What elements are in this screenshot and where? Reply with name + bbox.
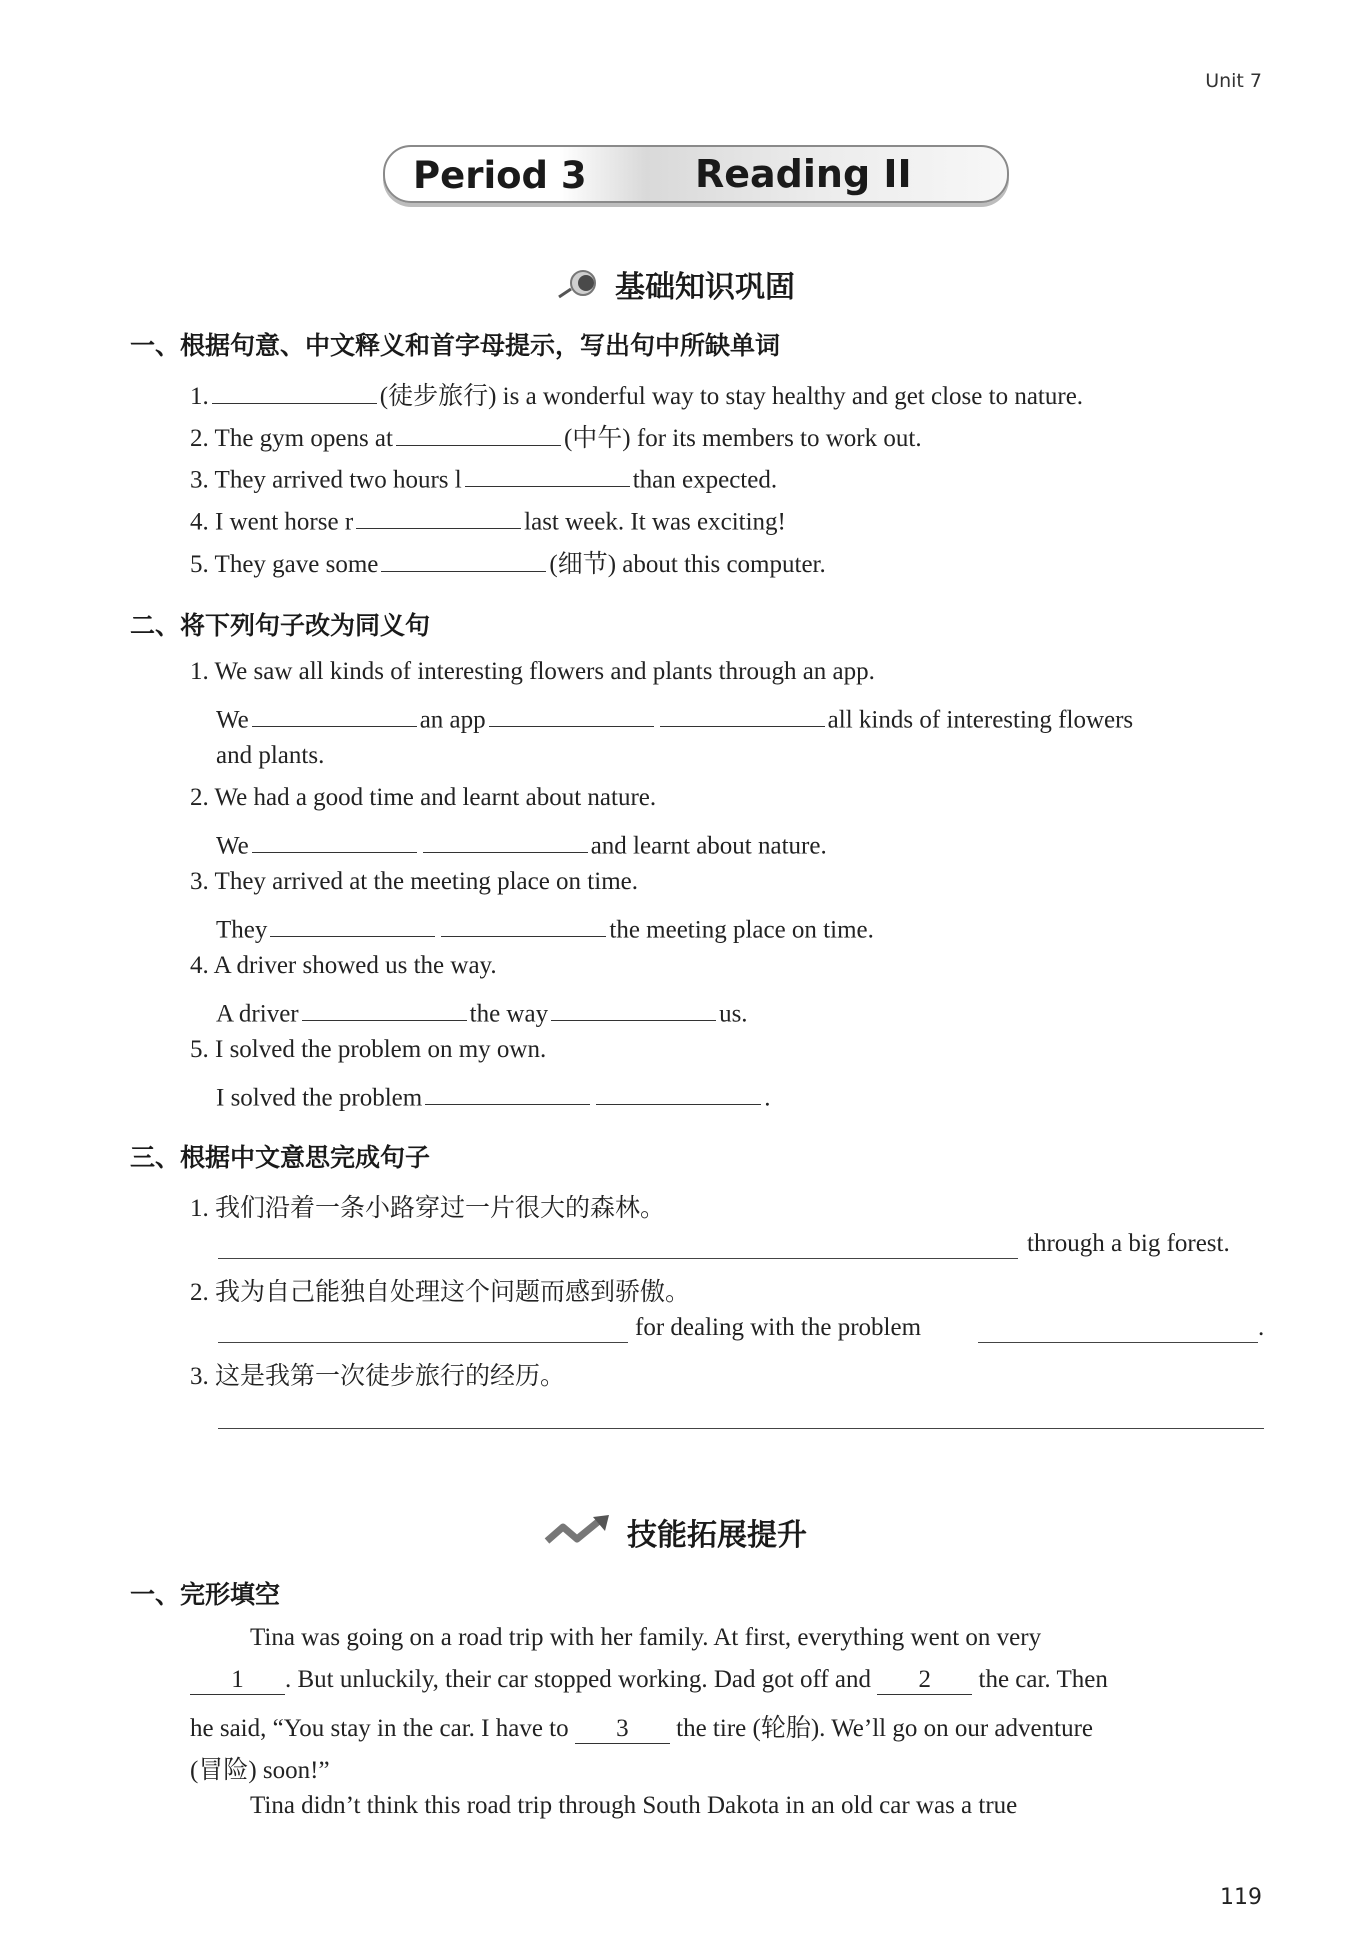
part2-q3-rewrite: They the meeting place on time.	[216, 910, 874, 944]
part2-q5-rewrite: I solved the problem .	[216, 1078, 770, 1112]
answer-line[interactable]	[218, 1258, 1018, 1259]
answer-blank[interactable]	[252, 700, 417, 727]
part2-q4-original: 4. A driver showed us the way.	[190, 952, 497, 979]
part3-q1-chinese: 1. 我们沿着一条小路穿过一片很大的森林。	[190, 1195, 666, 1222]
part3-title: 三、根据中文意思完成句子	[130, 1143, 431, 1172]
part3-q2-chinese: 2. 我为自己能独自处理这个问题而感到骄傲。	[190, 1279, 691, 1306]
cloze-line-5: Tina didn’t think this road trip through South Dakota in an old car was a true	[250, 1792, 1018, 1819]
answer-line[interactable]	[218, 1428, 1264, 1429]
part1-item-1: 1. (徒步旅行) is a wonderful way to stay healthy and get close to nature.	[190, 376, 1083, 412]
part2-q2-original: 2. We had a good time and learnt about nature.	[190, 784, 657, 811]
cloze-blank-3[interactable]: 3	[575, 1715, 670, 1744]
part3-q3-chinese: 3. 这是我第一次徒步旅行的经历。	[190, 1363, 566, 1390]
page-number: 119	[1220, 1885, 1262, 1910]
answer-blank[interactable]	[441, 910, 606, 937]
answer-blank[interactable]	[660, 700, 825, 727]
cloze-title: 一、完形填空	[130, 1580, 281, 1609]
answer-blank[interactable]	[465, 460, 630, 487]
cloze-line-4: (冒险) soon!”	[190, 1757, 330, 1784]
period-banner	[383, 145, 1009, 203]
period-title: Period 3	[413, 154, 587, 197]
answer-blank[interactable]	[596, 1078, 761, 1105]
cloze-blank-2[interactable]: 2	[877, 1666, 972, 1695]
answer-blank[interactable]	[270, 910, 435, 937]
cloze-line-2: 1 . But unluckily, their car stopped working. Dad got off and 2 the car. Then	[190, 1666, 1108, 1695]
section-skill-heading	[0, 1510, 1350, 1554]
section-skill-title: 技能拓展提升	[627, 1518, 807, 1553]
part2-q1-original: 1. We saw all kinds of interesting flowers and plants through an app.	[190, 658, 875, 685]
part2-q1-continued: and plants.	[216, 742, 325, 769]
magnifier-icon	[555, 267, 601, 301]
cloze-line-1: Tina was going on a road trip with her family. At first, everything went on very	[250, 1624, 1042, 1651]
section-basic-heading	[0, 262, 1350, 306]
reading-title: Reading II	[695, 152, 912, 196]
answer-blank[interactable]	[396, 419, 561, 446]
answer-blank[interactable]	[489, 700, 654, 727]
part1-item-3: 3. They arrived two hours l than expected.	[190, 460, 777, 494]
answer-blank[interactable]	[551, 994, 716, 1021]
part1-item-5: 5. They gave some (细节) about this computer.	[190, 544, 826, 580]
part2-title: 二、将下列句子改为同义句	[130, 611, 431, 640]
unit-label: Unit 7	[1205, 70, 1262, 92]
trend-up-arrow-icon	[543, 1515, 613, 1549]
answer-blank[interactable]	[212, 377, 377, 404]
answer-line[interactable]	[978, 1342, 1258, 1343]
part2-q5-original: 5. I solved the problem on my own.	[190, 1036, 547, 1063]
part3-q2-ending: .	[1258, 1314, 1265, 1341]
part1-item-4: 4. I went horse r last week. It was exciting!	[190, 502, 786, 536]
part1-item-2: 2. The gym opens at (中午) for its members to work out.	[190, 418, 922, 454]
part3-q2-middle: for dealing with the problem	[635, 1314, 922, 1341]
answer-blank[interactable]	[252, 826, 417, 853]
cloze-blank-1[interactable]: 1	[190, 1666, 285, 1695]
answer-blank[interactable]	[425, 1078, 590, 1105]
cloze-line-3: he said, “You stay in the car. I have to 3 the tire (轮胎). We’ll go on our adventure	[190, 1715, 1093, 1742]
part1-title: 一、根据句意、中文释义和首字母提示，写出句中所缺单词	[130, 331, 781, 360]
answer-blank[interactable]	[302, 994, 467, 1021]
part2-q1-rewrite: We an app all kinds of interesting flowers	[216, 700, 1133, 734]
answer-blank[interactable]	[356, 502, 521, 529]
part2-q3-original: 3. They arrived at the meeting place on time.	[190, 868, 638, 895]
part3-q1-ending: through a big forest.	[1027, 1230, 1230, 1257]
answer-blank[interactable]	[423, 826, 588, 853]
answer-blank[interactable]	[381, 545, 546, 572]
answer-line[interactable]	[218, 1342, 628, 1343]
part2-q2-rewrite: We and learnt about nature.	[216, 826, 827, 860]
part2-q4-rewrite: A driver the way us.	[216, 994, 748, 1028]
section-basic-title: 基础知识巩固	[615, 270, 795, 305]
